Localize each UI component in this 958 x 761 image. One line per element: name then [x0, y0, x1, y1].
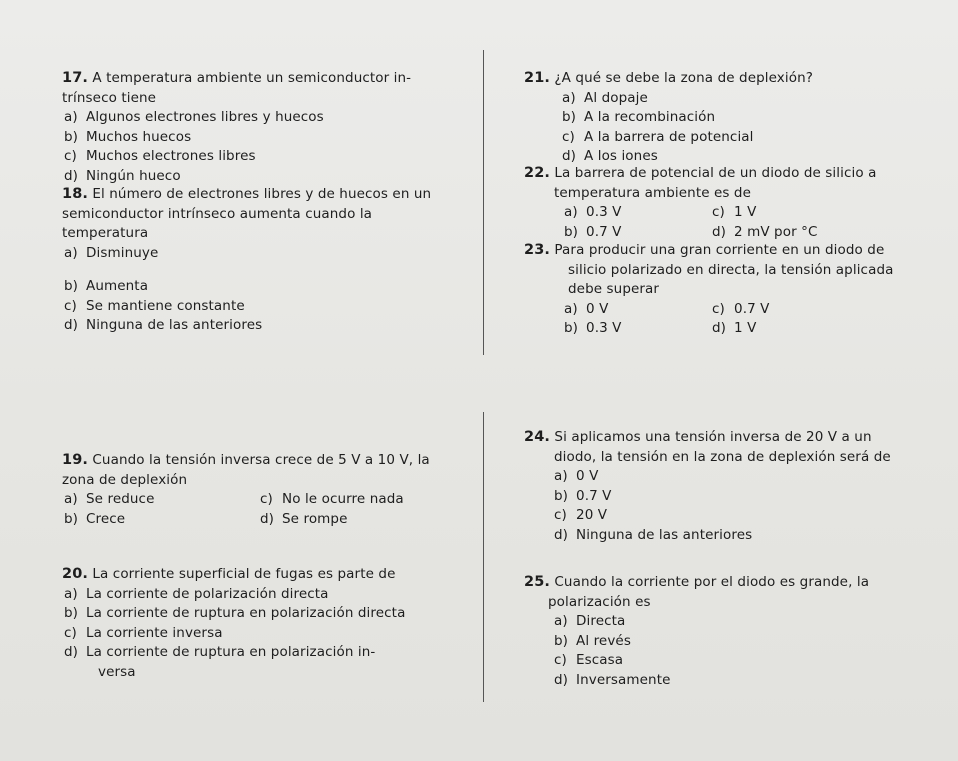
option-c[interactable]: c) A la barrera de potencial — [562, 128, 754, 145]
option-a[interactable]: a) Directa — [554, 613, 626, 629]
question-stem: ¿A qué se debe la zona de deplexión? — [554, 70, 814, 86]
question-number: 25. — [524, 574, 550, 590]
option-d[interactable]: d) Ningún hueco — [64, 167, 181, 184]
option-d[interactable]: d) 2 mV por °C — [712, 223, 818, 240]
question-stem-cont: debe superar — [568, 281, 660, 297]
question-stem: La barrera de potencial de un diodo de silicio a — [554, 165, 877, 181]
question-stem-cont: zona de deplexión — [62, 471, 188, 488]
option-c[interactable]: c) No le ocurre nada — [260, 491, 404, 507]
option-b[interactable]: b) 0.7 V — [564, 223, 622, 240]
option-a[interactable]: a) Algunos electrones libres y huecos — [64, 109, 324, 125]
question-number: 24. — [524, 429, 550, 445]
question-19 — [62, 451, 477, 529]
option-b[interactable]: b) 0.7 V — [554, 487, 612, 504]
option-c[interactable]: c) Escasa — [554, 652, 624, 668]
question-20 — [62, 565, 477, 682]
option-c[interactable]: c) 0.7 V — [712, 300, 770, 317]
option-a[interactable]: a) Al dopaje — [562, 89, 648, 106]
question-number: 18. — [62, 186, 88, 202]
option-b[interactable]: b) 0.3 V — [564, 320, 622, 336]
question-stem: A temperatura ambiente un semiconductor in- — [92, 70, 412, 86]
question-18 — [62, 185, 477, 336]
option-b[interactable]: b) Crece — [64, 510, 126, 527]
question-stem: La corriente superficial de fugas es parte de — [92, 566, 396, 582]
question-stem: Cuando la corriente por el diodo es grande, la — [554, 574, 870, 590]
option-b[interactable]: b) Aumenta — [64, 278, 149, 294]
question-21 — [524, 69, 944, 167]
option-d-cont: versa — [98, 663, 136, 680]
question-number: 20. — [62, 566, 88, 582]
option-d[interactable]: d) La corriente de ruptura en polarización in- — [64, 644, 376, 660]
question-stem-cont: trínseco tiene — [62, 89, 157, 106]
question-number: 22. — [524, 165, 550, 181]
question-stem-cont: polarización es — [548, 593, 651, 610]
option-c[interactable]: c) La corriente inversa — [64, 624, 223, 641]
option-d[interactable]: d) Ninguna de las anteriores — [554, 526, 753, 543]
option-d[interactable]: d) Se rompe — [260, 510, 348, 527]
option-a[interactable]: a) 0.3 V — [564, 204, 622, 220]
option-b[interactable]: b) Al revés — [554, 632, 631, 649]
option-d[interactable]: d) A los iones — [562, 148, 658, 164]
question-24 — [524, 428, 944, 545]
question-stem-cont: semiconductor intrínseco aumenta cuando la — [62, 205, 373, 222]
question-stem-cont: temperatura ambiente es de — [554, 184, 752, 201]
question-stem-cont: diodo, la tensión en la zona de deplexión será de — [554, 448, 891, 465]
question-23 — [524, 241, 944, 339]
question-stem: Para producir una gran corriente en un diodo de — [554, 242, 885, 258]
question-stem-cont: temperatura — [62, 225, 149, 241]
option-b[interactable]: b) A la recombinación — [562, 109, 716, 125]
question-17 — [62, 69, 477, 186]
question-stem: El número de electrones libres y de huecos en un — [92, 186, 432, 202]
option-d[interactable]: d) Inversamente — [554, 671, 671, 688]
question-number: 17. — [62, 70, 88, 86]
question-stem: Cuando la tensión inversa crece de 5 V a 10 V, la — [92, 452, 430, 468]
option-c[interactable]: c) 1 V — [712, 204, 757, 220]
option-c[interactable]: c) Muchos electrones libres — [64, 148, 256, 164]
option-b[interactable]: b) La corriente de ruptura en polarización directa — [64, 605, 406, 621]
option-a[interactable]: a) Disminuye — [64, 244, 159, 261]
question-25 — [524, 573, 944, 690]
option-b[interactable]: b) Muchos huecos — [64, 128, 192, 145]
option-a[interactable]: a) 0 V — [564, 300, 609, 317]
question-number: 19. — [62, 452, 88, 468]
option-a[interactable]: a) 0 V — [554, 468, 599, 484]
question-stem: Si aplicamos una tensión inversa de 20 V a un — [554, 429, 872, 445]
question-22 — [524, 164, 944, 242]
question-number: 23. — [524, 242, 550, 258]
option-c[interactable]: c) 20 V — [554, 507, 608, 523]
option-a[interactable]: a) La corriente de polarización directa — [64, 585, 329, 602]
option-d[interactable]: d) 1 V — [712, 320, 757, 336]
question-number: 21. — [524, 70, 550, 86]
column-divider-top — [483, 50, 484, 355]
option-d[interactable]: d) Ninguna de las anteriores — [64, 317, 263, 333]
question-stem-cont: silicio polarizado en directa, la tensión aplicada — [568, 261, 894, 278]
column-divider-bottom — [483, 412, 484, 702]
option-c[interactable]: c) Se mantiene constante — [64, 297, 245, 314]
option-a[interactable]: a) Se reduce — [64, 491, 155, 507]
